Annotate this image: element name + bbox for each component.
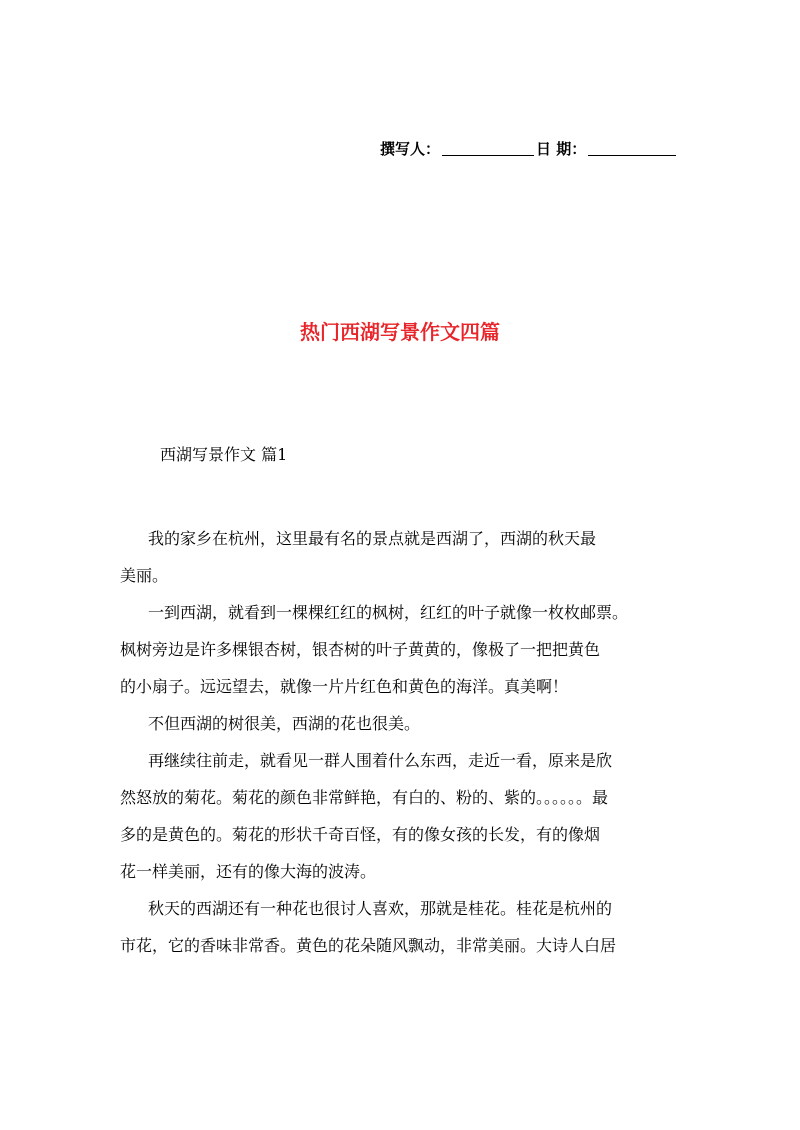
document-title: 热门西湖写景作文四篇 xyxy=(300,320,500,344)
text-line: 我的家乡在杭州，这里最有名的景点就是西湖了，西湖的秋天最 xyxy=(148,529,597,548)
text-line: 市花，它的香味非常香。黄色的花朵随风飘动，非常美丽。大诗人白居 xyxy=(120,936,617,955)
text-line: 枫树旁边是许多棵银杏树，银杏树的叶子黄黄的，像极了一把把黄色 xyxy=(120,640,601,659)
text-line: 秋天的西湖还有一种花也很讨人喜欢，那就是桂花。桂花是杭州的 xyxy=(148,899,613,918)
text-line: 不但西湖的树很美，西湖的花也很美。 xyxy=(148,714,421,733)
text-line: 再继续往前走，就看见一群人围着什么东西，走近一看，原来是欣 xyxy=(148,751,613,770)
date-label: 日 期： xyxy=(536,140,587,158)
text-line: 美丽。 xyxy=(120,566,169,585)
text-line: 然怒放的菊花。菊花的颜色非常鲜艳，有白的、粉的、紫的。。。。。。最 xyxy=(120,788,609,807)
text-line: 多的是黄色的。菊花的形状千奇百怪，有的像女孩的长发，有的像烟 xyxy=(120,825,601,844)
text-line: 的小扇子。远远望去，就像一片片红色和黄色的海洋。真美啊！ xyxy=(120,677,569,696)
text-line: 一到西湖，就看到一棵棵红红的枫树，红红的叶子就像一枚枚邮票。 xyxy=(148,603,629,622)
date-blank xyxy=(588,141,676,156)
byline xyxy=(380,138,678,159)
body-text xyxy=(120,520,685,964)
section-heading: 西湖写景作文 篇1 xyxy=(160,445,288,464)
author-blank xyxy=(442,141,534,156)
text-line: 花一样美丽，还有的像大海的波涛。 xyxy=(120,862,377,881)
author-label: 撰写人： xyxy=(380,140,441,158)
